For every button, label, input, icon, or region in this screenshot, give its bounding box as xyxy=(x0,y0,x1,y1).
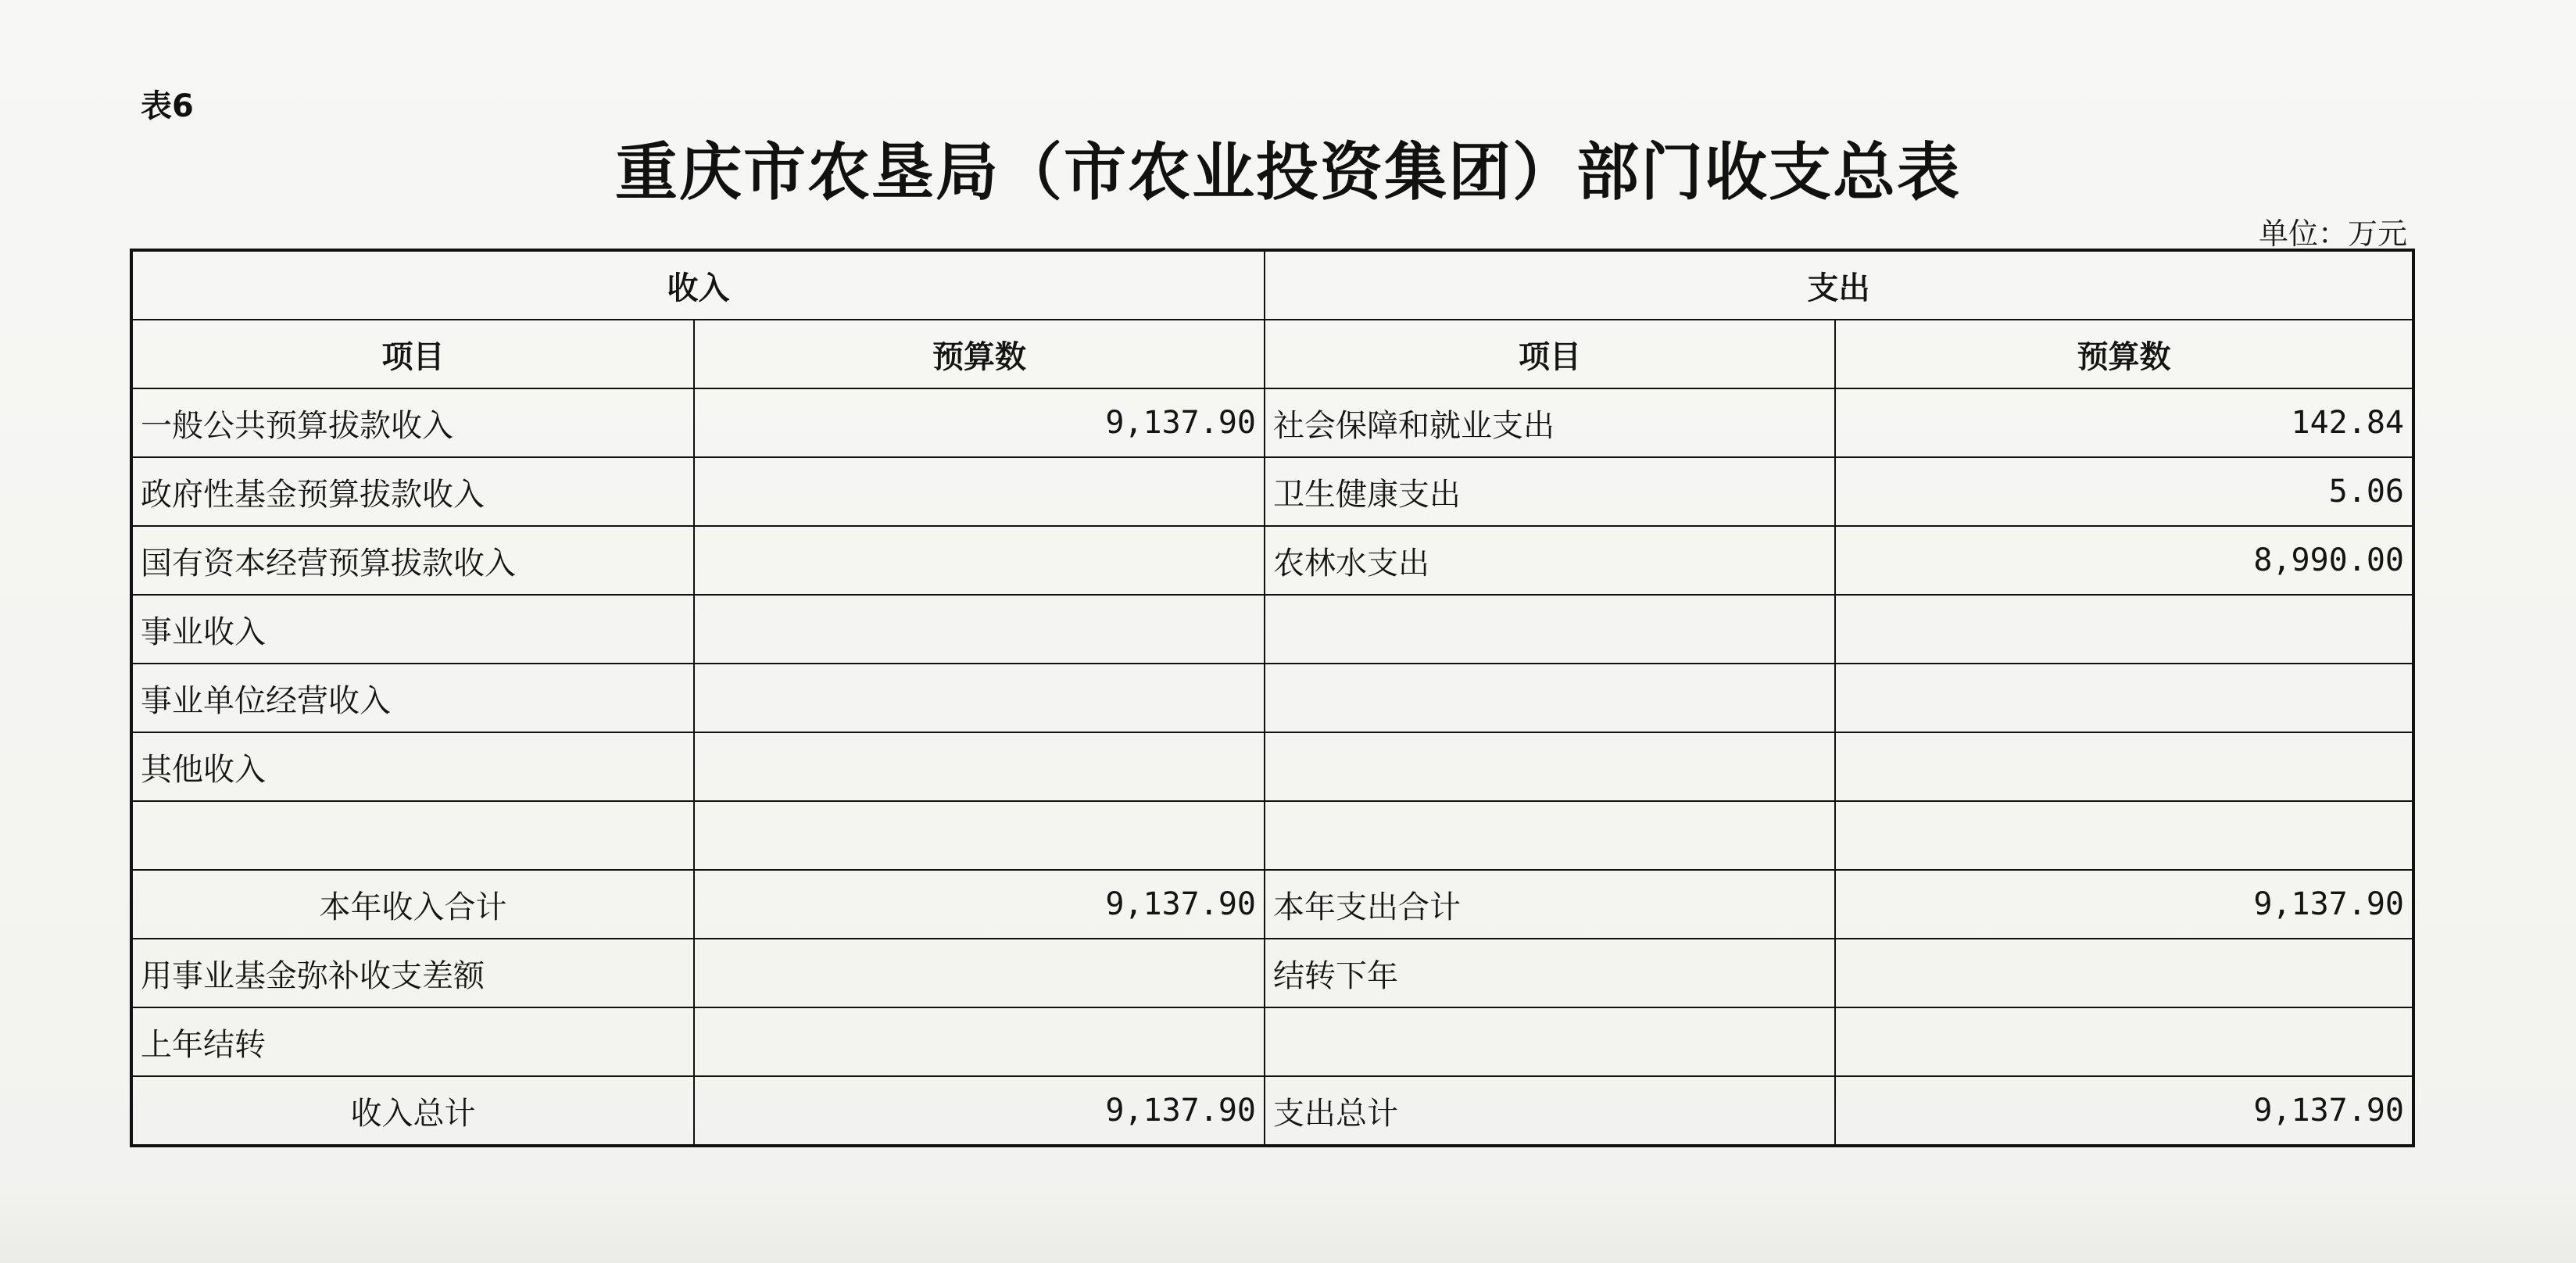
income-value-cell xyxy=(694,732,1265,801)
expense-budget-header: 预算数 xyxy=(1835,320,2413,388)
income-item-cell: 国有资本经营预算拔款收入 xyxy=(131,526,694,595)
income-total-label: 收入总计 xyxy=(131,1076,694,1146)
expense-value-cell: 5.06 xyxy=(1835,457,2413,526)
income-item-cell: 政府性基金预算拔款收入 xyxy=(131,457,694,526)
unit-label: 单位：万元 xyxy=(2258,216,2407,251)
expense-value-cell xyxy=(1835,732,2413,801)
income-value-cell: 9,137.90 xyxy=(694,388,1265,457)
expense-value-cell xyxy=(1835,939,2413,1007)
income-value-cell xyxy=(694,664,1265,732)
income-subtotal-value: 9,137.90 xyxy=(694,870,1265,939)
income-item-cell: 事业收入 xyxy=(131,595,694,664)
table-row xyxy=(131,457,2413,526)
expense-group-header: 支出 xyxy=(1265,250,2413,320)
table-row xyxy=(131,595,2413,664)
expense-value-cell xyxy=(1835,801,2413,870)
income-group-header: 收入 xyxy=(131,250,1265,320)
page-bottom-shadow xyxy=(0,1188,2576,1263)
expense-value-cell xyxy=(1835,595,2413,664)
table-row xyxy=(131,732,2413,801)
expense-item-cell: 卫生健康支出 xyxy=(1265,457,1835,526)
expense-item-cell xyxy=(1265,595,1835,664)
income-item-cell: 上年结转 xyxy=(131,1007,694,1076)
table-row xyxy=(131,939,2413,1007)
income-value-cell xyxy=(694,457,1265,526)
expense-value-cell: 142.84 xyxy=(1835,388,2413,457)
income-value-cell xyxy=(694,595,1265,664)
income-item-cell xyxy=(131,801,694,870)
table-row xyxy=(131,1007,2413,1076)
expense-subtotal-value: 9,137.90 xyxy=(1835,870,2413,939)
expense-value-cell xyxy=(1835,1007,2413,1076)
budget-summary-table xyxy=(130,249,2415,1147)
income-subtotal-label: 本年收入合计 xyxy=(131,870,694,939)
expense-item-header: 项目 xyxy=(1265,320,1835,388)
expense-item-cell xyxy=(1265,732,1835,801)
table-row xyxy=(131,870,2413,939)
table-row xyxy=(131,1076,2413,1146)
income-value-cell xyxy=(694,939,1265,1007)
income-item-cell: 用事业基金弥补收支差额 xyxy=(131,939,694,1007)
header-row-columns xyxy=(131,320,2413,388)
income-item-header: 项目 xyxy=(131,320,694,388)
income-item-cell: 其他收入 xyxy=(131,732,694,801)
table-row xyxy=(131,664,2413,732)
table-row xyxy=(131,801,2413,870)
expense-item-cell xyxy=(1265,801,1835,870)
income-item-cell: 事业单位经营收入 xyxy=(131,664,694,732)
expense-item-cell: 社会保障和就业支出 xyxy=(1265,388,1835,457)
expense-total-value: 9,137.90 xyxy=(1835,1076,2413,1146)
table-row xyxy=(131,526,2413,595)
income-total-value: 9,137.90 xyxy=(694,1076,1265,1146)
expense-item-cell xyxy=(1265,664,1835,732)
table-row xyxy=(131,388,2413,457)
income-budget-header: 预算数 xyxy=(694,320,1265,388)
income-item-cell: 一般公共预算拔款收入 xyxy=(131,388,694,457)
expense-item-cell: 农林水支出 xyxy=(1265,526,1835,595)
expense-total-label: 支出总计 xyxy=(1265,1076,1835,1146)
expense-item-cell: 结转下年 xyxy=(1265,939,1835,1007)
expense-value-cell xyxy=(1835,664,2413,732)
income-value-cell xyxy=(694,526,1265,595)
expense-item-cell xyxy=(1265,1007,1835,1076)
expense-subtotal-label: 本年支出合计 xyxy=(1265,870,1835,939)
expense-value-cell: 8,990.00 xyxy=(1835,526,2413,595)
header-row-groups xyxy=(131,250,2413,320)
income-value-cell xyxy=(694,801,1265,870)
income-value-cell xyxy=(694,1007,1265,1076)
document-title: 重庆市农垦局（市农业投资集团）部门收支总表 xyxy=(615,135,1961,209)
table-number-label: 表6 xyxy=(141,88,194,124)
